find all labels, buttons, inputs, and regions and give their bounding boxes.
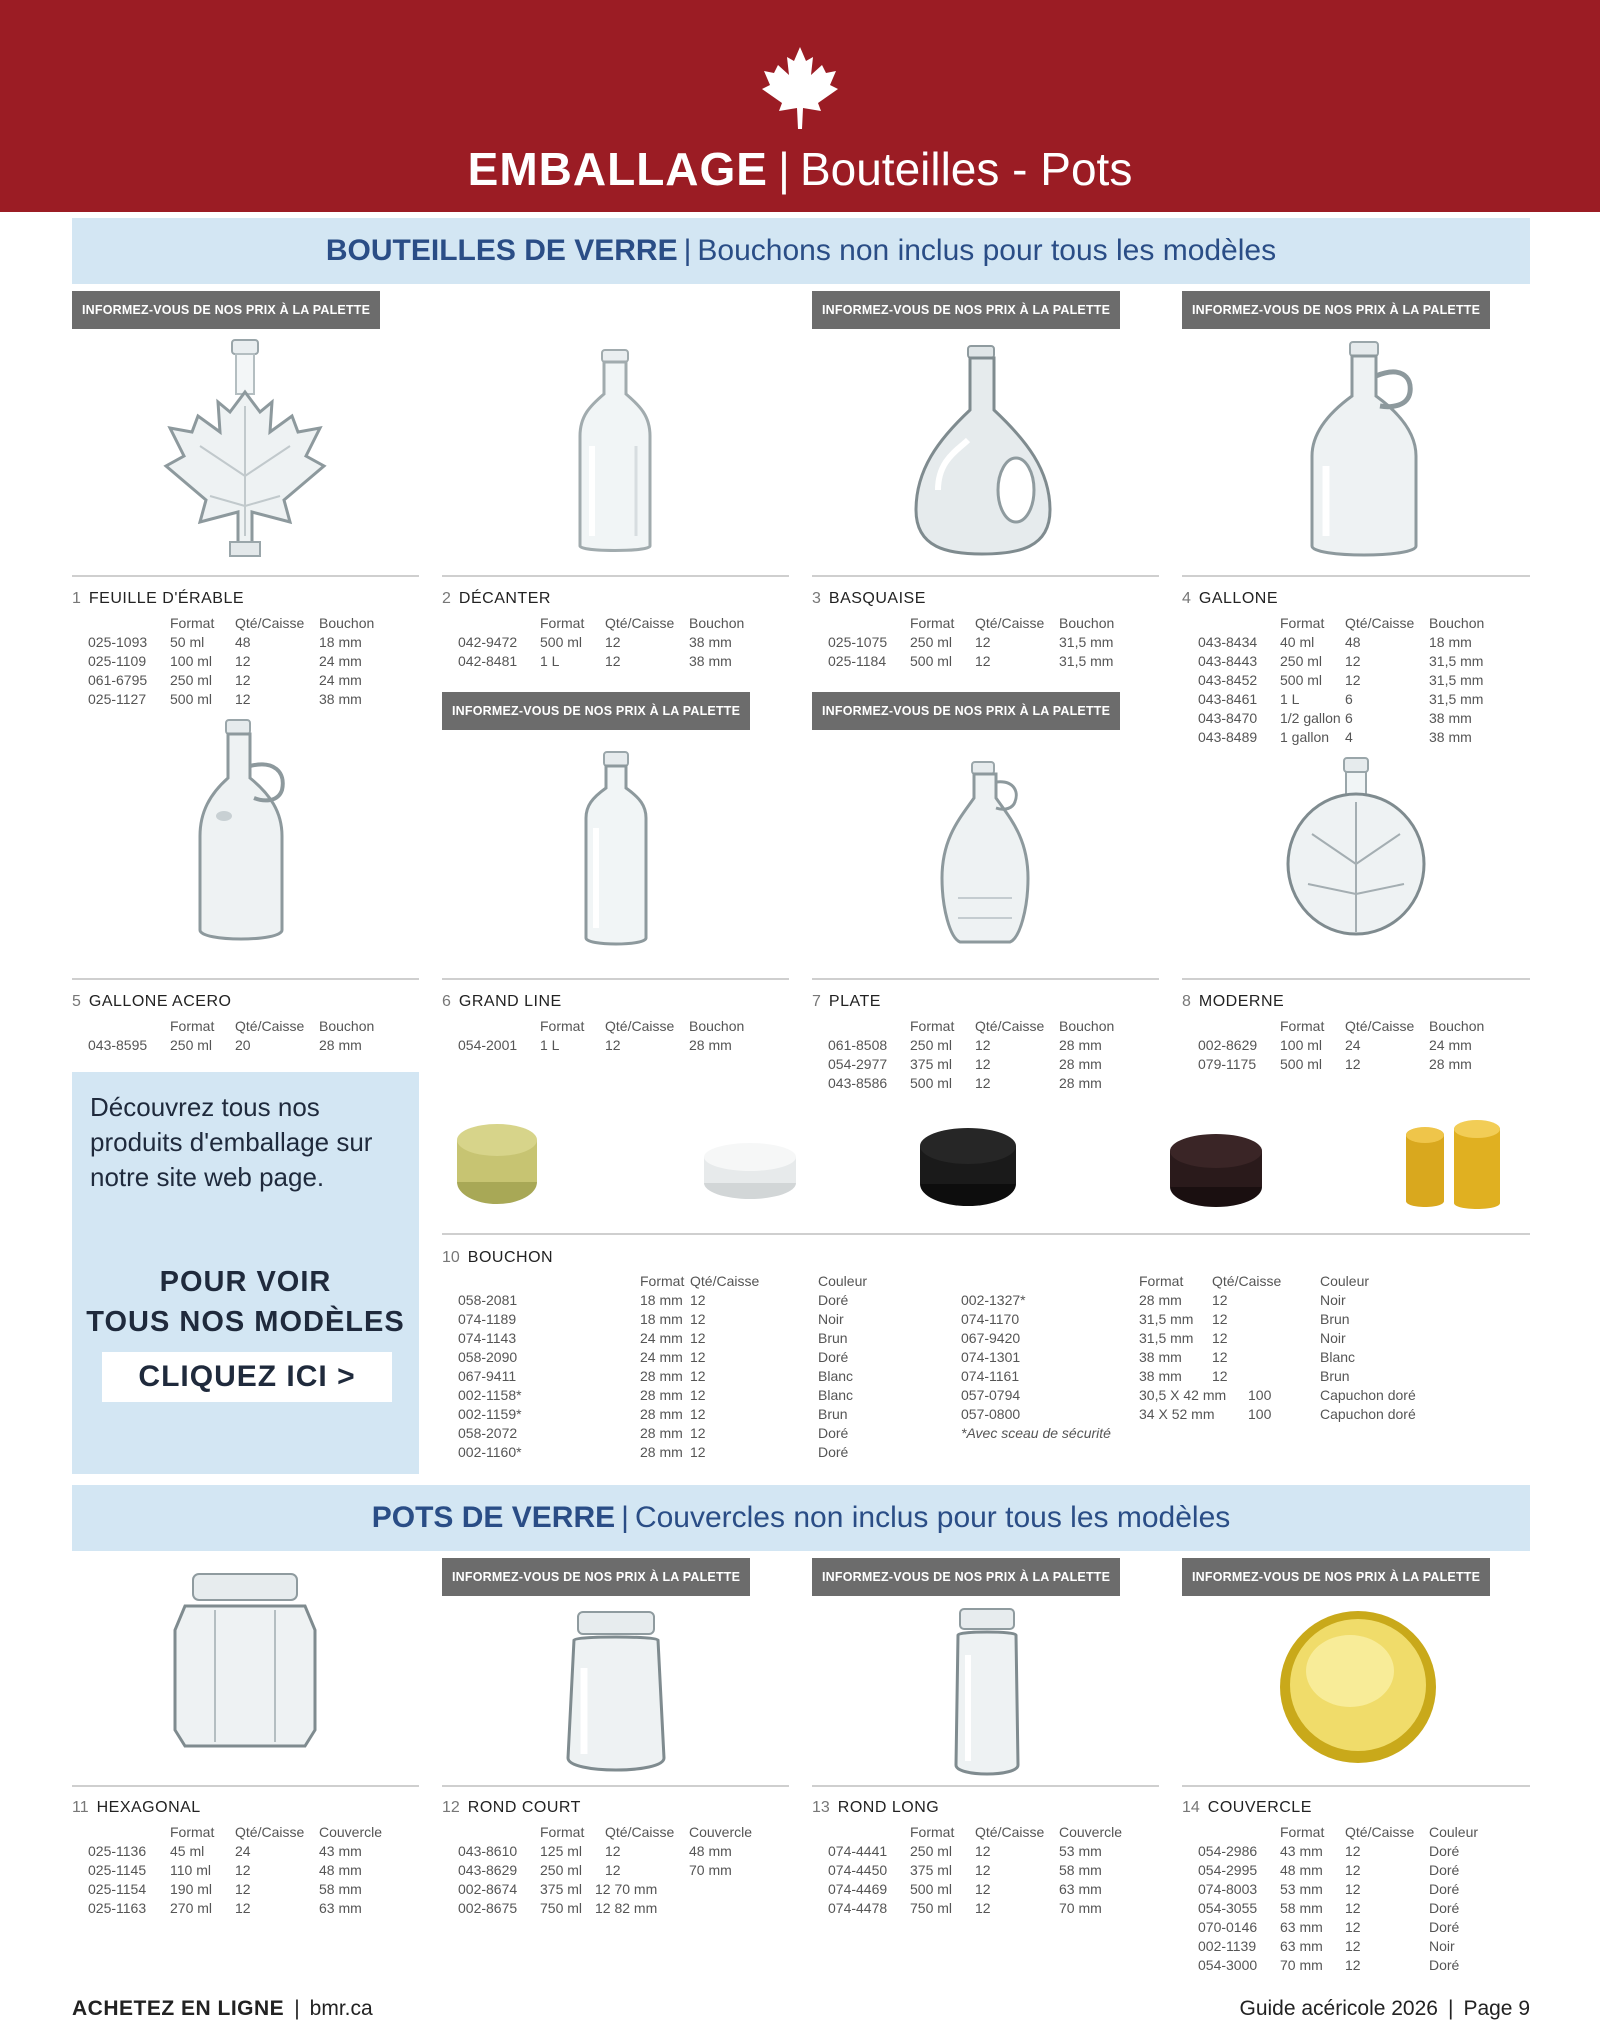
table-row: 074-4441 250 ml 12 53 mm [828, 1843, 1102, 1859]
palette-price-tag: INFORMEZ-VOUS DE NOS PRIX À LA PALETTE [812, 291, 1120, 329]
brown-cap-image [1166, 1125, 1266, 1215]
product-table-right [961, 1272, 1416, 1443]
table-header-row: Format Qté/Caisse Bouchon [170, 1018, 375, 1034]
table-row: 025-1127 500 ml 12 38 mm [88, 691, 362, 707]
section-rule [442, 575, 789, 577]
hexagonal-jar-image [165, 1570, 325, 1750]
table-row: 057-0794 30,5 X 42 mm 100 Capuchon doré [961, 1387, 1416, 1403]
table-row: 042-9472 500 ml 12 38 mm [458, 634, 732, 650]
table-row: 002-8675 750 ml 12 82 mm [458, 1900, 658, 1916]
product-table [88, 614, 374, 709]
product-title: 8 MODERNE [1182, 993, 1285, 1010]
table-header-row: Format Qté/Caisse Bouchon [170, 615, 375, 631]
table-row: 025-1075 250 ml 12 31,5 mm [828, 634, 1114, 650]
section-rule [72, 1785, 419, 1787]
section-rule [72, 575, 419, 577]
basquaise-bottle-image [908, 340, 1058, 560]
promo-heading: POUR VOIR TOUS NOS MODÈLES [86, 1266, 405, 1338]
product-title: 11 HEXAGONAL [72, 1799, 201, 1816]
promo-text: Découvrez tous nos produits d'emballage sur notre site web page. [90, 1092, 373, 1192]
table-row: 074-4469 500 ml 12 63 mm [828, 1881, 1102, 1897]
table-row: 058-2072 28 mm 12 Doré [458, 1425, 849, 1441]
section-rule [1182, 1785, 1530, 1787]
section-rule [442, 1233, 1530, 1235]
product-table [828, 614, 1114, 671]
product-title: 6 GRAND LINE [442, 993, 562, 1010]
table-row: 043-8470 1/2 gallon 6 38 mm [1198, 710, 1472, 726]
table-row: 025-1093 50 ml 48 18 mm [88, 634, 362, 650]
section-rule [1182, 978, 1530, 980]
table-row: 043-8489 1 gallon 4 38 mm [1198, 729, 1472, 745]
table-row: 061-8508 250 ml 12 28 mm [828, 1037, 1102, 1053]
table-row: 057-0800 34 X 52 mm 100 Capuchon doré [961, 1406, 1416, 1422]
palette-price-tag: INFORMEZ-VOUS DE NOS PRIX À LA PALETTE [1182, 291, 1490, 329]
table-row: 002-1139 63 mm 12 Noir [1198, 1938, 1455, 1954]
section-rule [812, 978, 1159, 980]
table-row: 042-8481 1 L 12 38 mm [458, 653, 732, 669]
table-header-row: Format Qté/Caisse Bouchon [540, 615, 745, 631]
table-row: 074-4450 375 ml 12 58 mm [828, 1862, 1102, 1878]
product-title: 3 BASQUAISE [812, 590, 926, 607]
gold-lid-image [1276, 1607, 1440, 1767]
table-row: 074-1170 31,5 mm 12 Brun [961, 1311, 1350, 1327]
product-table [88, 1017, 374, 1055]
table-row: 002-1158* 28 mm 12 Blanc [458, 1387, 854, 1403]
product-table [458, 614, 744, 671]
footer-shop-online: ACHETEZ EN LIGNE | bmr.ca [72, 1997, 373, 2020]
product-title: 4 GALLONE [1182, 590, 1278, 607]
table-row: 025-1163 270 ml 12 63 mm [88, 1900, 362, 1916]
palette-price-tag: INFORMEZ-VOUS DE NOS PRIX À LA PALETTE [442, 1558, 750, 1596]
table-header-row: Format Qté/Caisse Couvercle [910, 1824, 1123, 1840]
table-row: 074-1301 38 mm 12 Blanc [961, 1349, 1356, 1365]
table-row: 043-8452 500 ml 12 31,5 mm [1198, 672, 1484, 688]
gold-cap-image [452, 1120, 542, 1210]
table-header-row: Format Qté/Caisse Couvercle [540, 1824, 753, 1840]
table-header-row: Format Qté/Caisse Bouchon [540, 1018, 745, 1034]
section-rule [812, 575, 1159, 577]
table-header-row: Format Qté/Caisse Bouchon [910, 615, 1115, 631]
round-long-jar-image [950, 1605, 1024, 1781]
plate-bottle-image [930, 758, 1040, 948]
site-link[interactable]: bmr.ca [309, 1997, 373, 2020]
table-row: 025-1184 500 ml 12 31,5 mm [828, 653, 1114, 669]
product-table [1198, 1017, 1484, 1074]
decanter-bottle-image [570, 346, 660, 556]
palette-price-tag: INFORMEZ-VOUS DE NOS PRIX À LA PALETTE [72, 291, 380, 329]
product-title: 13 ROND LONG [812, 1799, 940, 1816]
product-title: 7 PLATE [812, 993, 881, 1010]
table-row: 054-2986 43 mm 12 Doré [1198, 1843, 1460, 1859]
table-note: *Avec sceau de sécurité [961, 1425, 1111, 1441]
section-rule [442, 978, 789, 980]
table-row: 074-1189 18 mm 12 Noir [458, 1311, 844, 1327]
page-title: EMBALLAGE | Bouteilles - Pots [467, 143, 1133, 195]
gallone-acero-bottle-image [190, 716, 300, 946]
table-row: 043-8595 250 ml 20 28 mm [88, 1037, 362, 1053]
table-header-row: Format Qté/Caisse Bouchon [1280, 1018, 1485, 1034]
section-rule [442, 1785, 789, 1787]
table-row: 002-1160* 28 mm 12 Doré [458, 1444, 849, 1460]
product-table [828, 1017, 1114, 1093]
table-row: 025-1109 100 ml 12 24 mm [88, 653, 362, 669]
table-row: 025-1154 190 ml 12 58 mm [88, 1881, 362, 1897]
table-row: 054-3000 70 mm 12 Doré [1198, 1957, 1460, 1973]
product-title: 10 BOUCHON [442, 1249, 554, 1266]
jars-section-band: POTS DE VERRE | Couvercles non inclus pour tous les modèles [72, 1485, 1530, 1551]
table-row: 070-0146 63 mm 12 Doré [1198, 1919, 1460, 1935]
table-row: 074-1143 24 mm 12 Brun [458, 1330, 848, 1346]
table-row: 074-4478 750 ml 12 70 mm [828, 1900, 1102, 1916]
product-table [828, 1823, 1122, 1918]
product-title: 2 DÉCANTER [442, 590, 551, 607]
maple-leaf-bottle-image [160, 336, 330, 566]
table-header-row: Format Qté/Caisse Couleur [640, 1273, 868, 1289]
round-short-jar-image [560, 1608, 672, 1778]
table-row: 002-8629 100 ml 24 24 mm [1198, 1037, 1472, 1053]
product-title: 1 FEUILLE D'ÉRABLE [72, 590, 245, 607]
table-row: 074-1161 38 mm 12 Brun [961, 1368, 1350, 1384]
palette-price-tag: INFORMEZ-VOUS DE NOS PRIX À LA PALETTE [442, 692, 750, 730]
bottles-section-band: BOUTEILLES DE VERRE | Bouchons non inclus pour tous les modèles [72, 218, 1530, 284]
product-table [1198, 614, 1484, 747]
table-row: 043-8434 40 ml 48 18 mm [1198, 634, 1472, 650]
table-row: 002-1159* 28 mm 12 Brun [458, 1406, 848, 1422]
black-cap-image [916, 1122, 1020, 1212]
product-title: 14 COUVERCLE [1182, 1799, 1312, 1816]
table-row: 043-8443 250 ml 12 31,5 mm [1198, 653, 1484, 669]
product-table [458, 1823, 752, 1918]
table-row: 054-3055 58 mm 12 Doré [1198, 1900, 1460, 1916]
moderne-bottle-image [1282, 754, 1432, 949]
product-table [458, 1017, 744, 1055]
promo-box [72, 1072, 419, 1474]
table-row: 043-8586 500 ml 12 28 mm [828, 1075, 1102, 1091]
product-title: 12 ROND COURT [442, 1799, 581, 1816]
table-row: 061-6795 250 ml 12 24 mm [88, 672, 362, 688]
table-header-row: Format Qté/Caisse Couleur [1139, 1273, 1370, 1289]
table-row: 025-1145 110 ml 12 48 mm [88, 1862, 362, 1878]
footer-page-info: Guide acéricole 2026 | Page 9 [1239, 1997, 1530, 2020]
gold-capsule-image [1400, 1115, 1510, 1215]
table-row: 067-9411 28 mm 12 Blanc [458, 1368, 854, 1384]
grand-line-bottle-image [576, 748, 656, 948]
table-row: 043-8461 1 L 6 31,5 mm [1198, 691, 1484, 707]
table-row: 002-8674 375 ml 12 70 mm [458, 1881, 658, 1897]
section-rule [72, 978, 419, 980]
white-cap-image [700, 1135, 800, 1205]
table-row: 054-2995 48 mm 12 Doré [1198, 1862, 1460, 1878]
table-row: 074-8003 53 mm 12 Doré [1198, 1881, 1460, 1897]
palette-price-tag: INFORMEZ-VOUS DE NOS PRIX À LA PALETTE [812, 1558, 1120, 1596]
palette-price-tag: INFORMEZ-VOUS DE NOS PRIX À LA PALETTE [1182, 1558, 1490, 1596]
section-rule [1182, 575, 1530, 577]
table-row: 054-2977 375 ml 12 28 mm [828, 1056, 1102, 1072]
click-here-button[interactable]: CLIQUEZ ICI > [102, 1352, 392, 1402]
section-rule [812, 1785, 1159, 1787]
table-row: 067-9420 31,5 mm 12 Noir [961, 1330, 1346, 1346]
maple-leaf-icon [760, 45, 840, 131]
product-table [1198, 1823, 1478, 1975]
gallone-bottle-image [1300, 336, 1430, 566]
table-header-row: Format Qté/Caisse Bouchon [910, 1018, 1115, 1034]
table-row: 025-1136 45 ml 24 43 mm [88, 1843, 362, 1859]
product-title: 5 GALLONE ACERO [72, 993, 232, 1010]
table-header-row: Format Qté/Caisse Couleur [1280, 1824, 1479, 1840]
table-row: 079-1175 500 ml 12 28 mm [1198, 1056, 1472, 1072]
product-table [88, 1823, 382, 1918]
table-header-row: Format Qté/Caisse Couvercle [170, 1824, 383, 1840]
palette-price-tag: INFORMEZ-VOUS DE NOS PRIX À LA PALETTE [812, 692, 1120, 730]
page-header [0, 0, 1600, 212]
table-row: 002-1327* 28 mm 12 Noir [961, 1292, 1346, 1308]
table-row: 043-8629 250 ml 12 70 mm [458, 1862, 732, 1878]
table-row: 058-2081 18 mm 12 Doré [458, 1292, 849, 1308]
table-row: 054-2001 1 L 12 28 mm [458, 1037, 732, 1053]
table-row: 043-8610 125 ml 12 48 mm [458, 1843, 732, 1859]
table-row: 058-2090 24 mm 12 Doré [458, 1349, 849, 1365]
product-table-left [458, 1272, 867, 1462]
table-header-row: Format Qté/Caisse Bouchon [1280, 615, 1485, 631]
